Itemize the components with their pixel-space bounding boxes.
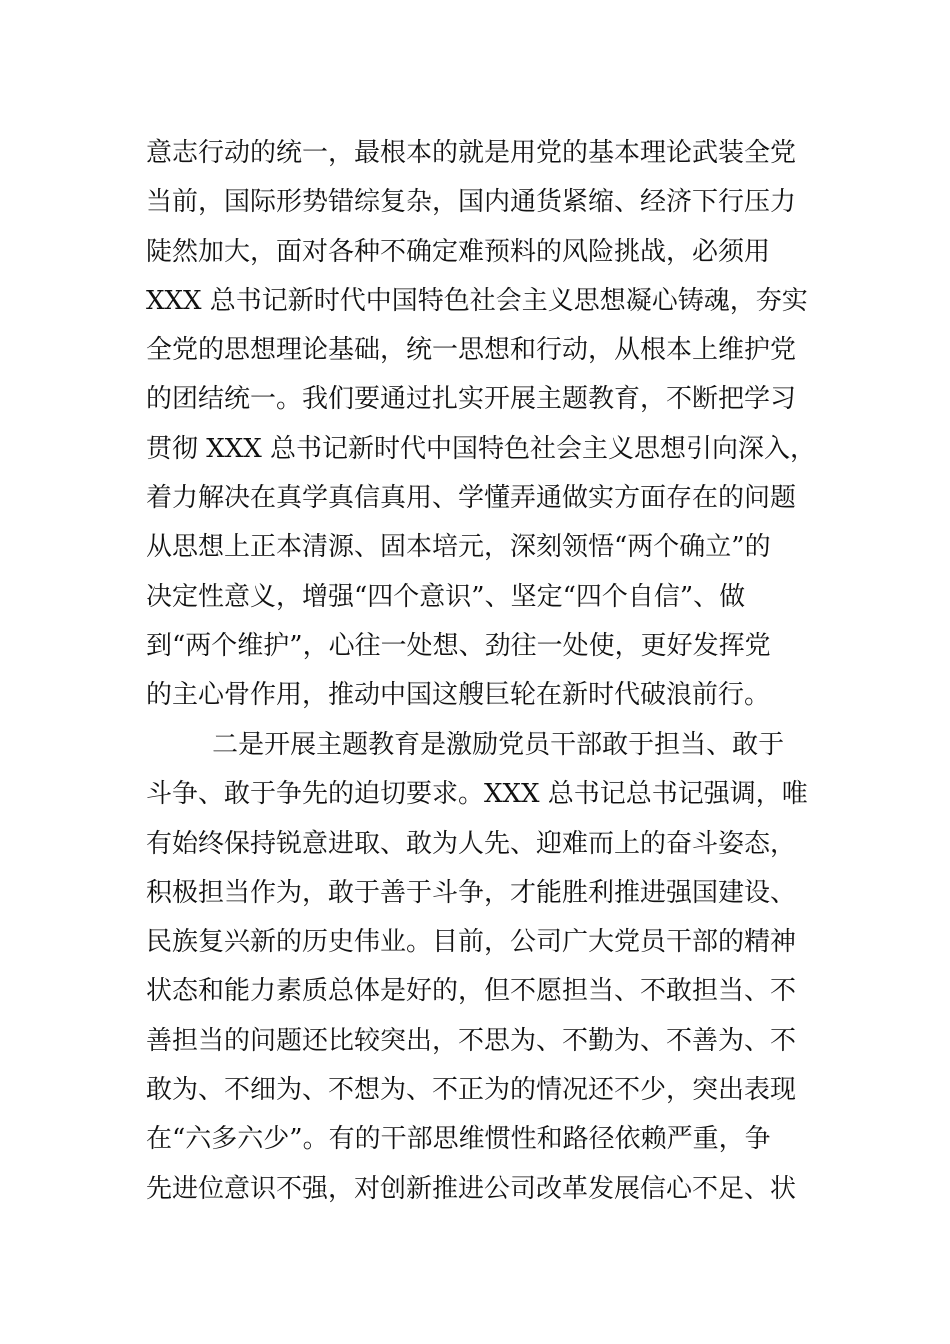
text-line: 民族复兴新的历史伟业。目前，公司广大党员干部的精神 xyxy=(146,927,797,958)
text-line: 先进位意识不强，对创新推进公司改革发展信心不足、状 xyxy=(146,1173,797,1204)
text-line: 当前，国际形势错综复杂，国内通货紧缩、经济下行压力 xyxy=(146,187,797,218)
text-line: 状态和能力素质总体是好的，但不愿担当、不敢担当、不 xyxy=(146,976,797,1007)
text-line: 陡然加大，面对各种不确定难预料的风险挑战，必须用 xyxy=(146,236,771,267)
text-line: 善担当的问题还比较突出，不思为、不勤为、不善为、不 xyxy=(146,1025,797,1056)
paragraph-2 xyxy=(146,721,814,1214)
text-line: 的团结统一。我们要通过扎实开展主题教育，不断把学习 xyxy=(146,384,797,415)
text-line: 在“六多六少”。有的干部思维惯性和路径依赖严重，争 xyxy=(146,1124,771,1155)
text-line: XXX 总书记新时代中国特色社会主义思想凝心铸魂，夯实 xyxy=(146,285,808,316)
text-line: 积极担当作为，敢于善于斗争，才能胜利推进强国建设、 xyxy=(146,877,797,908)
paragraph-1 xyxy=(146,129,817,721)
text-line: 着力解决在真学真信真用、学懂弄通做实方面存在的问题 xyxy=(146,483,797,514)
text-line: 意志行动的统一，最根本的就是用党的基本理论武装全党 xyxy=(146,138,797,168)
text-line: 贯彻 XXX 总书记新时代中国特色社会主义思想引向深入， xyxy=(146,433,817,464)
text-line: 从思想上正本清源、固本培元，深刻领悟“两个确立”的 xyxy=(146,532,771,563)
text-line: 斗争、敢于争先的迫切要求。XXX 总书记总书记强调，唯 xyxy=(146,779,808,810)
text-line: 到“两个维护”，心往一处想、劲往一处使，更好发挥党 xyxy=(146,630,771,661)
text-line: 有始终保持锐意进取、敢为人先、迎难而上的奋斗姿态， xyxy=(146,828,797,859)
text-line: 二是开展主题教育是激励党员干部敢于担当、敢于 xyxy=(146,730,785,760)
text-line: 的主心骨作用，推动中国这艘巨轮在新时代破浪前行。 xyxy=(146,680,771,711)
text-line: 决定性意义，增强“四个意识”、坚定“四个自信”、做 xyxy=(146,581,746,612)
text-line: 全党的思想理论基础，统一思想和行动，从根本上维护党 xyxy=(146,335,797,366)
text-line: 敢为、不细为、不想为、不正为的情况还不少，突出表现 xyxy=(146,1075,797,1106)
